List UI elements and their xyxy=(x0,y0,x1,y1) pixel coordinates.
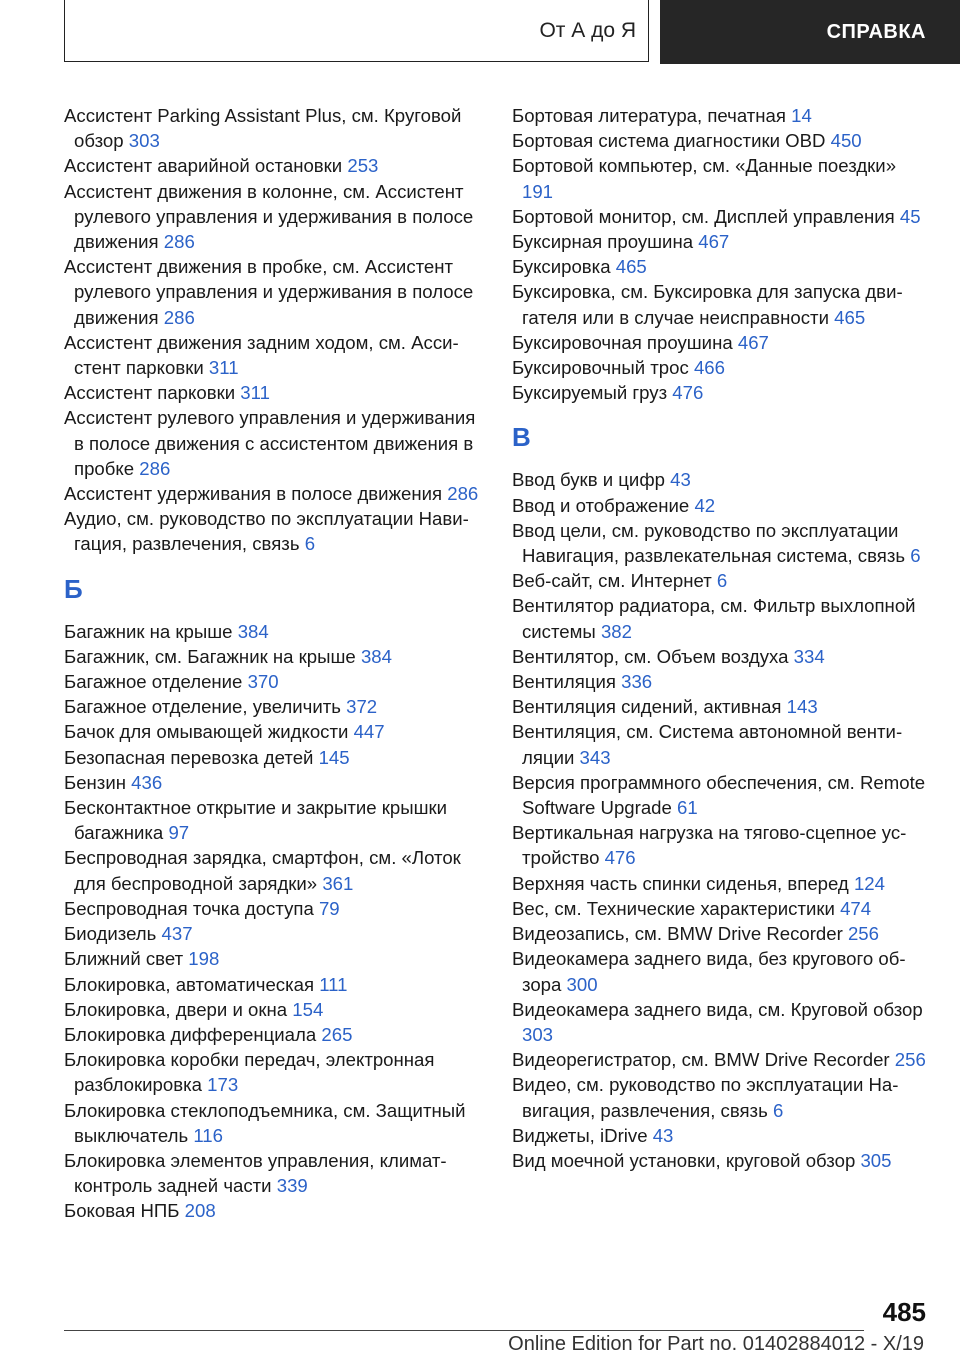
index-entry xyxy=(64,921,484,946)
index-entry-term: Блокировка дифференциала xyxy=(64,1023,317,1045)
index-entry-page-link[interactable]: 173 xyxy=(207,1074,239,1096)
index-entry xyxy=(512,128,932,153)
index-entry xyxy=(512,380,932,405)
index-entry-page-link[interactable]: 79 xyxy=(318,897,340,919)
index-entry xyxy=(512,279,932,329)
index-entry-term: Блокировка коробки передач, электронная разблокировка xyxy=(64,1049,435,1096)
index-entry xyxy=(512,669,932,694)
index-entry xyxy=(512,493,932,518)
index-entry-term: Видеозапись, см. BMW Drive Recorder xyxy=(512,923,843,945)
index-entry xyxy=(512,1148,932,1173)
index-entry-term: Буксировка, см. Буксировка для запуска двигателя или в случае неисправности xyxy=(512,281,903,328)
section-letter: Б xyxy=(64,573,83,604)
footer-edition-text: Online Edition for Part no. 01402884012 - X/19 xyxy=(508,1333,924,1355)
index-column-right xyxy=(512,103,932,1173)
index-entry-page-link[interactable]: 372 xyxy=(346,696,378,718)
index-entry-page-link[interactable]: 61 xyxy=(677,797,698,819)
index-entry-term: Блокировка элементов управления, климат-контроль задней части xyxy=(64,1149,447,1197)
index-entry xyxy=(512,694,932,719)
index-entry xyxy=(64,719,484,744)
index-column-left xyxy=(64,103,484,1224)
index-entry-page-link[interactable]: 336 xyxy=(621,671,653,693)
index-entry-term: Ассистент движения задним ходом, см. Ассистент парковки xyxy=(64,331,459,379)
index-entry xyxy=(64,619,484,644)
index-entry xyxy=(512,896,932,921)
index-entry-page-link[interactable]: 311 xyxy=(240,382,270,404)
index-entry-page-link[interactable]: 300 xyxy=(566,973,598,995)
index-entry xyxy=(64,669,484,694)
index-entry xyxy=(512,568,932,593)
index-entry-page-link[interactable]: 466 xyxy=(693,357,725,379)
index-entry-page-link[interactable]: 256 xyxy=(847,923,879,945)
index-entry xyxy=(64,330,484,380)
index-entry xyxy=(64,1022,484,1047)
index-entry-term: Багажник на крыше xyxy=(64,620,233,642)
index-entry-term: Бачок для омывающей жидкости xyxy=(64,721,349,743)
index-entry-page-link[interactable]: 124 xyxy=(853,872,885,894)
index-entry-term: Блокировка, двери и окна xyxy=(64,998,288,1020)
index-entry xyxy=(512,153,932,203)
index-entry-term: Вентиляция xyxy=(512,671,616,693)
index-entry-term: Видеокамера заднего вида, см. Круговой обзор xyxy=(512,998,923,1020)
index-entry-term: Ассистент движения в пробке, см. Ассистент рулевого управления и удерживания в полосе движения xyxy=(64,256,474,328)
index-entry-page-link[interactable]: 111 xyxy=(319,973,348,995)
section-letter: В xyxy=(512,422,531,453)
index-entry xyxy=(512,871,932,896)
index-entry xyxy=(64,946,484,971)
index-entry-page-link[interactable]: 286 xyxy=(139,457,171,479)
header-tab-az[interactable] xyxy=(64,0,649,62)
index-entry-term: Ассистент удерживания в полосе движения xyxy=(64,483,443,505)
index-entry-page-link[interactable]: 447 xyxy=(353,721,385,743)
index-entry-page-link[interactable]: 286 xyxy=(163,231,195,253)
index-entry-page-link[interactable]: 303 xyxy=(128,130,160,152)
index-entry xyxy=(64,405,484,481)
index-entry-page-link[interactable]: 476 xyxy=(604,847,636,869)
index-entry-term: Ассистент аварийной остановки xyxy=(64,155,343,177)
index-entry xyxy=(512,946,932,996)
index-entry xyxy=(64,997,484,1022)
index-entry-page-link[interactable]: 43 xyxy=(652,1124,674,1146)
index-entry xyxy=(64,644,484,669)
index-entry-term: Вентилятор, см. Объем воздуха xyxy=(512,645,789,667)
index-entry-term: Буксирная проушина xyxy=(512,231,694,253)
index-entry-page-link[interactable]: 305 xyxy=(860,1149,892,1171)
index-entry xyxy=(64,103,484,153)
index-entry-term: Ассистент Parking Assistant Plus, см. Круговой обзор xyxy=(64,105,462,152)
index-entry-page-link[interactable]: 145 xyxy=(318,746,350,768)
index-entry-term: Блокировка стеклоподъемника, см. Защитный выключатель xyxy=(64,1099,466,1146)
index-entry-page-link[interactable]: 474 xyxy=(840,897,872,919)
index-entry-page-link[interactable]: 6 xyxy=(910,545,921,567)
index-entry xyxy=(64,694,484,719)
index-entry-term: Ввод и отображение xyxy=(512,494,690,516)
index-entry-term: Вес, см. Технические характеристики xyxy=(512,897,835,919)
index-entry xyxy=(64,1148,484,1198)
index-entry-page-link[interactable]: 154 xyxy=(292,998,324,1020)
index-entry-page-link[interactable]: 143 xyxy=(786,696,818,718)
index-entry xyxy=(64,179,484,255)
index-entry-page-link[interactable]: 198 xyxy=(188,948,220,970)
index-entry xyxy=(64,972,484,997)
index-entry-term: Версия программного обеспечения, см. Remote Software Upgrade xyxy=(512,771,926,819)
index-entry-term: Ввод цели, см. руководство по эксплуатации Навигация, развлекательная система, связь xyxy=(512,519,906,567)
index-entry-term: Боковая НПБ xyxy=(64,1200,180,1222)
index-entry xyxy=(512,204,932,229)
index-entry-term: Видеорегистратор, см. BMW Drive Recorder xyxy=(512,1049,890,1071)
index-entry-page-link[interactable]: 465 xyxy=(615,256,647,278)
index-entry-page-link[interactable]: 467 xyxy=(698,231,730,253)
index-entry xyxy=(512,921,932,946)
index-entry xyxy=(512,103,932,128)
index-entry-term: Беспроводная точка доступа xyxy=(64,897,314,919)
index-entry-page-link[interactable]: 339 xyxy=(276,1175,308,1197)
index-entry-term: Беспроводная зарядка, смартфон, см. «Лоток для беспроводной зарядки» xyxy=(64,847,461,894)
footer-divider xyxy=(64,1330,864,1331)
index-entry-page-link[interactable]: 191 xyxy=(522,180,554,202)
index-entry-term: Вентиляция сидений, активная xyxy=(512,696,782,718)
index-entry-term: Ассистент движения в колонне, см. Ассистент рулевого управления и удерживания в полосе движения xyxy=(64,180,474,253)
index-entry xyxy=(64,845,484,895)
index-entry-term: Ближний свет xyxy=(64,948,184,970)
index-entry-page-link[interactable]: 384 xyxy=(237,620,269,642)
index-entry-term: Бортовая система диагностики OBD xyxy=(512,130,826,152)
index-entry-term: Видеокамера заднего вида, без кругового обзора xyxy=(512,948,906,995)
index-entry-page-link[interactable]: 334 xyxy=(793,645,825,667)
index-entry xyxy=(512,1072,932,1122)
index-entry-term: Вид моечной установки, круговой обзор xyxy=(512,1149,856,1171)
index-entry xyxy=(512,997,932,1047)
index-entry-term: Бортовой компьютер, см. «Данные поездки» xyxy=(512,155,897,177)
index-entry-term: Буксировочный трос xyxy=(512,357,689,379)
index-entry xyxy=(64,745,484,770)
header-tab-reference-label: СПРАВКА xyxy=(826,20,926,43)
index-entry xyxy=(512,1047,932,1072)
index-entry-page-link[interactable]: 436 xyxy=(131,771,163,793)
index-entry-term: Ассистент рулевого управления и удерживания в полосе движения с ассистентом движения в пробке xyxy=(64,407,476,479)
index-entry-term: Буксируемый груз xyxy=(512,382,668,404)
header-tab-az-label: От А до Я xyxy=(539,18,636,42)
index-entry xyxy=(64,1047,484,1097)
index-entry-page-link[interactable]: 43 xyxy=(670,469,691,491)
header-tab-reference[interactable] xyxy=(660,0,960,64)
index-entry xyxy=(512,467,932,492)
index-entry-page-link[interactable]: 45 xyxy=(899,205,921,227)
index-entry-term: Бортовой монитор, см. Дисплей управления xyxy=(512,205,895,227)
index-entry-term: Багажник, см. Багажник на крыше xyxy=(64,645,356,667)
index-entry-term: Буксировочная проушина xyxy=(512,331,733,353)
index-entry xyxy=(512,1123,932,1148)
index-entry-page-link[interactable]: 361 xyxy=(322,872,354,894)
index-entry-term: Багажное отделение, увеличить xyxy=(64,696,341,718)
index-entry xyxy=(64,1198,484,1223)
index-entry xyxy=(64,770,484,795)
index-entry-term: Верхняя часть спинки сиденья, вперед xyxy=(512,872,849,894)
index-entry xyxy=(64,481,484,506)
index-entry xyxy=(512,770,932,820)
index-entry-page-link[interactable]: 256 xyxy=(894,1049,926,1071)
index-entry-page-link[interactable]: 6 xyxy=(772,1099,784,1121)
index-entry-page-link[interactable]: 265 xyxy=(321,1023,353,1045)
index-entry xyxy=(512,355,932,380)
index-entry xyxy=(512,330,932,355)
index-entry-page-link[interactable]: 382 xyxy=(600,620,632,642)
index-entry-term: Вентилятор радиатора, см. Фильтр выхлопной системы xyxy=(512,595,916,642)
index-entry-term: Багажное отделение xyxy=(64,671,243,693)
index-entry-page-link[interactable]: 450 xyxy=(830,130,862,152)
index-entry xyxy=(64,795,484,845)
index-entry-page-link[interactable]: 14 xyxy=(791,105,812,126)
index-entry xyxy=(512,820,932,870)
index-entry-page-link[interactable]: 311 xyxy=(208,357,239,379)
index-entry-term: Вентиляция, см. Система автономной вентиляции xyxy=(512,721,903,768)
index-entry-page-link[interactable]: 343 xyxy=(579,746,611,768)
index-entry-page-link[interactable]: 208 xyxy=(184,1200,216,1222)
index-entry xyxy=(512,644,932,669)
index-entry xyxy=(512,593,932,643)
index-entry xyxy=(512,518,932,568)
index-entry-term: Блокировка, автоматическая xyxy=(64,973,315,995)
index-entry-page-link[interactable]: 303 xyxy=(522,1023,554,1045)
index-entry xyxy=(512,229,932,254)
index-entry-term: Бесконтактное открытие и закрытие крышки багажника xyxy=(64,797,448,844)
index-entry-page-link[interactable]: 97 xyxy=(168,822,190,844)
index-entry xyxy=(64,380,484,405)
index-entry-page-link[interactable]: 6 xyxy=(716,570,728,592)
index-entry-term: Веб-сайт, см. Интернет xyxy=(512,570,712,592)
index-entry xyxy=(64,254,484,330)
index-entry-term: Виджеты, iDrive xyxy=(512,1124,648,1146)
index-entry xyxy=(64,1098,484,1148)
index-entry-page-link[interactable]: 116 xyxy=(193,1124,223,1146)
index-entry-term: Видео, см. руководство по эксплуатации Навигация, развлечения, связь xyxy=(512,1074,899,1121)
index-entry xyxy=(512,719,932,769)
index-entry xyxy=(64,153,484,178)
index-entry-page-link[interactable]: 286 xyxy=(447,483,479,505)
index-entry-page-link[interactable]: 384 xyxy=(360,645,392,667)
index-entry-term: Безопасная перевозка детей xyxy=(64,746,314,768)
index-entry-page-link[interactable]: 370 xyxy=(247,671,279,693)
index-entry-page-link[interactable]: 467 xyxy=(737,331,769,353)
index-entry-term: Ввод букв и цифр xyxy=(512,469,665,491)
index-entry-page-link[interactable]: 253 xyxy=(347,155,379,177)
index-entry-term: Бензин xyxy=(64,771,126,793)
index-entry-term: Биодизель xyxy=(64,923,157,945)
index-entry-term: Буксировка xyxy=(512,256,611,278)
index-entry-page-link[interactable]: 465 xyxy=(834,306,866,328)
index-entry-term: Вертикальная нагрузка на тягово-сцепное устройство xyxy=(512,822,907,869)
index-entry-term: Аудио, см. руководство по эксплуатации Навигация, развлечения, связь xyxy=(64,508,469,555)
index-entry-page-link[interactable]: 42 xyxy=(694,494,716,516)
index-entry-term: Бортовая литература, печатная xyxy=(512,105,786,126)
index-entry xyxy=(64,506,484,556)
index-entry xyxy=(512,254,932,279)
index-entry-page-link[interactable]: 6 xyxy=(304,533,316,555)
index-entry-term: Ассистент парковки xyxy=(64,382,236,404)
page-number: 485 xyxy=(882,1297,926,1327)
index-entry-page-link[interactable]: 476 xyxy=(672,382,704,404)
index-entry-page-link[interactable]: 437 xyxy=(161,923,193,945)
index-entry-page-link[interactable]: 286 xyxy=(163,306,195,328)
index-entry xyxy=(64,896,484,921)
